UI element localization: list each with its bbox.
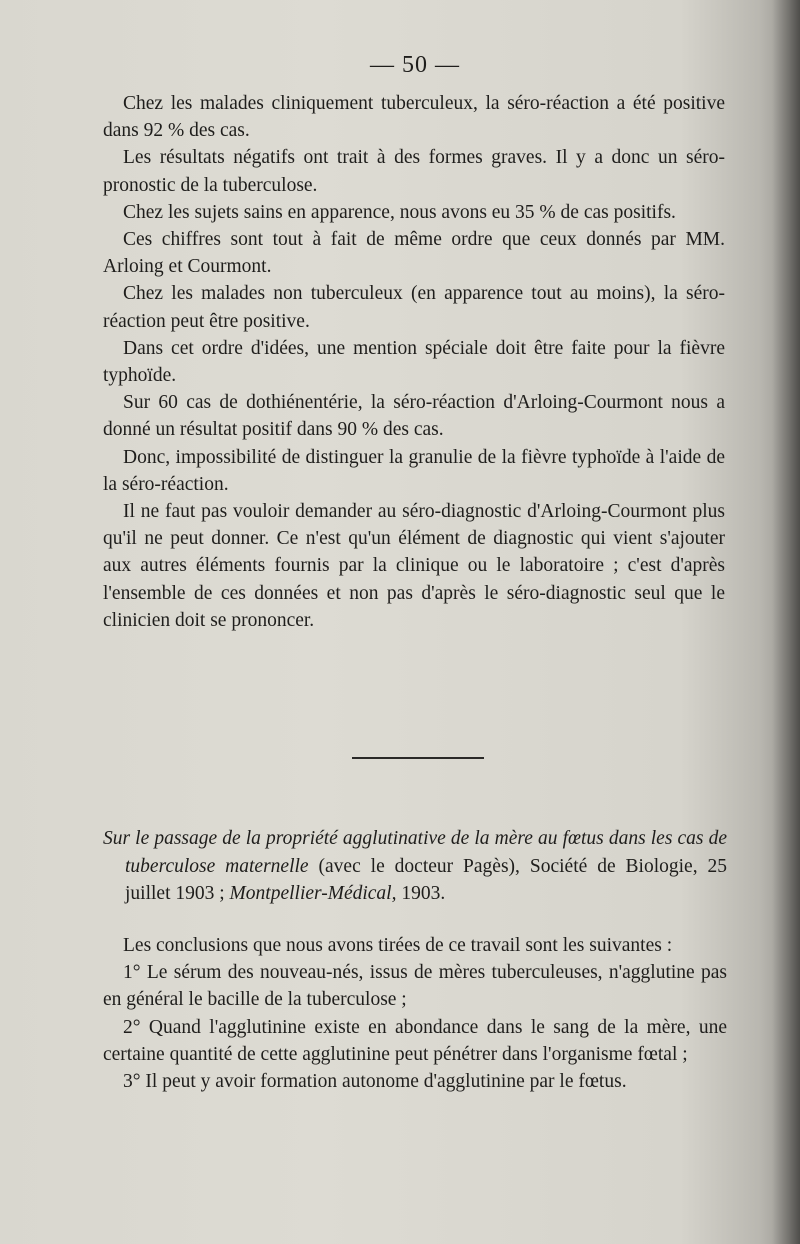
reference-venue: Société de Biologie, 25 juillet 1903 ; — [125, 855, 728, 904]
paragraph: 2° Quand l'agglutinine existe en abondance dans le sang de la mère, une certaine quantité de cette agglutinine peut pénétrer dans l'organisme fœtal ; — [103, 1016, 727, 1065]
paragraph: Chez les malades cliniquement tuberculeux, la séro-réaction a été positive dans 92 % des cas. — [103, 93, 725, 142]
body-text — [103, 90, 725, 634]
paragraph: 3° Il peut y avoir formation autonome d'agglutinine par le fœtus. — [123, 1071, 627, 1093]
bibliographic-reference — [103, 825, 727, 908]
paragraph: Les conclusions que nous avons tirées de ce travail sont les suivantes : — [123, 935, 673, 956]
reference-journal: Montpellier-Médical, — [229, 883, 397, 904]
section-divider — [352, 757, 484, 759]
paragraph: Donc, impossibilité de distinguer la granulie de la fièvre typhoïde à l'aide de la séro-réaction. — [103, 446, 725, 495]
paragraph: Sur 60 cas de dothiénentérie, la séro-réaction d'Arloing-Courmont nous a donné un résultat positif dans 90 % des cas. — [103, 392, 725, 441]
conclusions-text — [103, 932, 727, 1095]
paragraph: 1° Le sérum des nouveau-nés, issus de mères tuberculeuses, n'agglutine pas en général le bacille de la tuberculose ; — [103, 962, 727, 1011]
paragraph: Chez les sujets sains en apparence, nous avons eu 35 % de cas positifs. — [123, 201, 676, 223]
paragraph: Dans cet ordre d'idées, une mention spéciale doit être faite pour la fièvre typhoïde. — [103, 337, 725, 387]
paragraph: Ces chiffres sont tout à fait de même ordre que ceux donnés par MM. Arloing et Courmont. — [103, 229, 725, 278]
reference-title: Sur le passage de la propriété agglutinative de la mère au fœtus dans les cas de tuberculose maternelle — [103, 828, 727, 877]
reference-authors: (avec le docteur Pagès), — [318, 855, 520, 877]
paragraph: Il ne faut pas vouloir demander au séro-diagnostic d'Arloing-Courmont plus qu'il ne peut donner. Ce n'est qu'un élément de diagnostic qui vient s'ajouter aux autres éléments fournis par la clinique ou le laboratoire ; c'est d'après l'ensemble de ces données et non pas d'après le séro-diagnostic seul que le clinicien doit se prononcer. — [103, 501, 725, 631]
reference-year: 1903. — [401, 883, 446, 904]
page-number: — 50 — — [370, 52, 460, 78]
paragraph: Les résultats négatifs ont trait à des formes graves. Il y a donc un séro-pronostic de la tuberculose. — [103, 147, 725, 196]
book-spine-shadow — [772, 0, 800, 1244]
paragraph: Chez les malades non tuberculeux (en apparence tout au moins), la séro-réaction peut être positive. — [103, 283, 725, 332]
